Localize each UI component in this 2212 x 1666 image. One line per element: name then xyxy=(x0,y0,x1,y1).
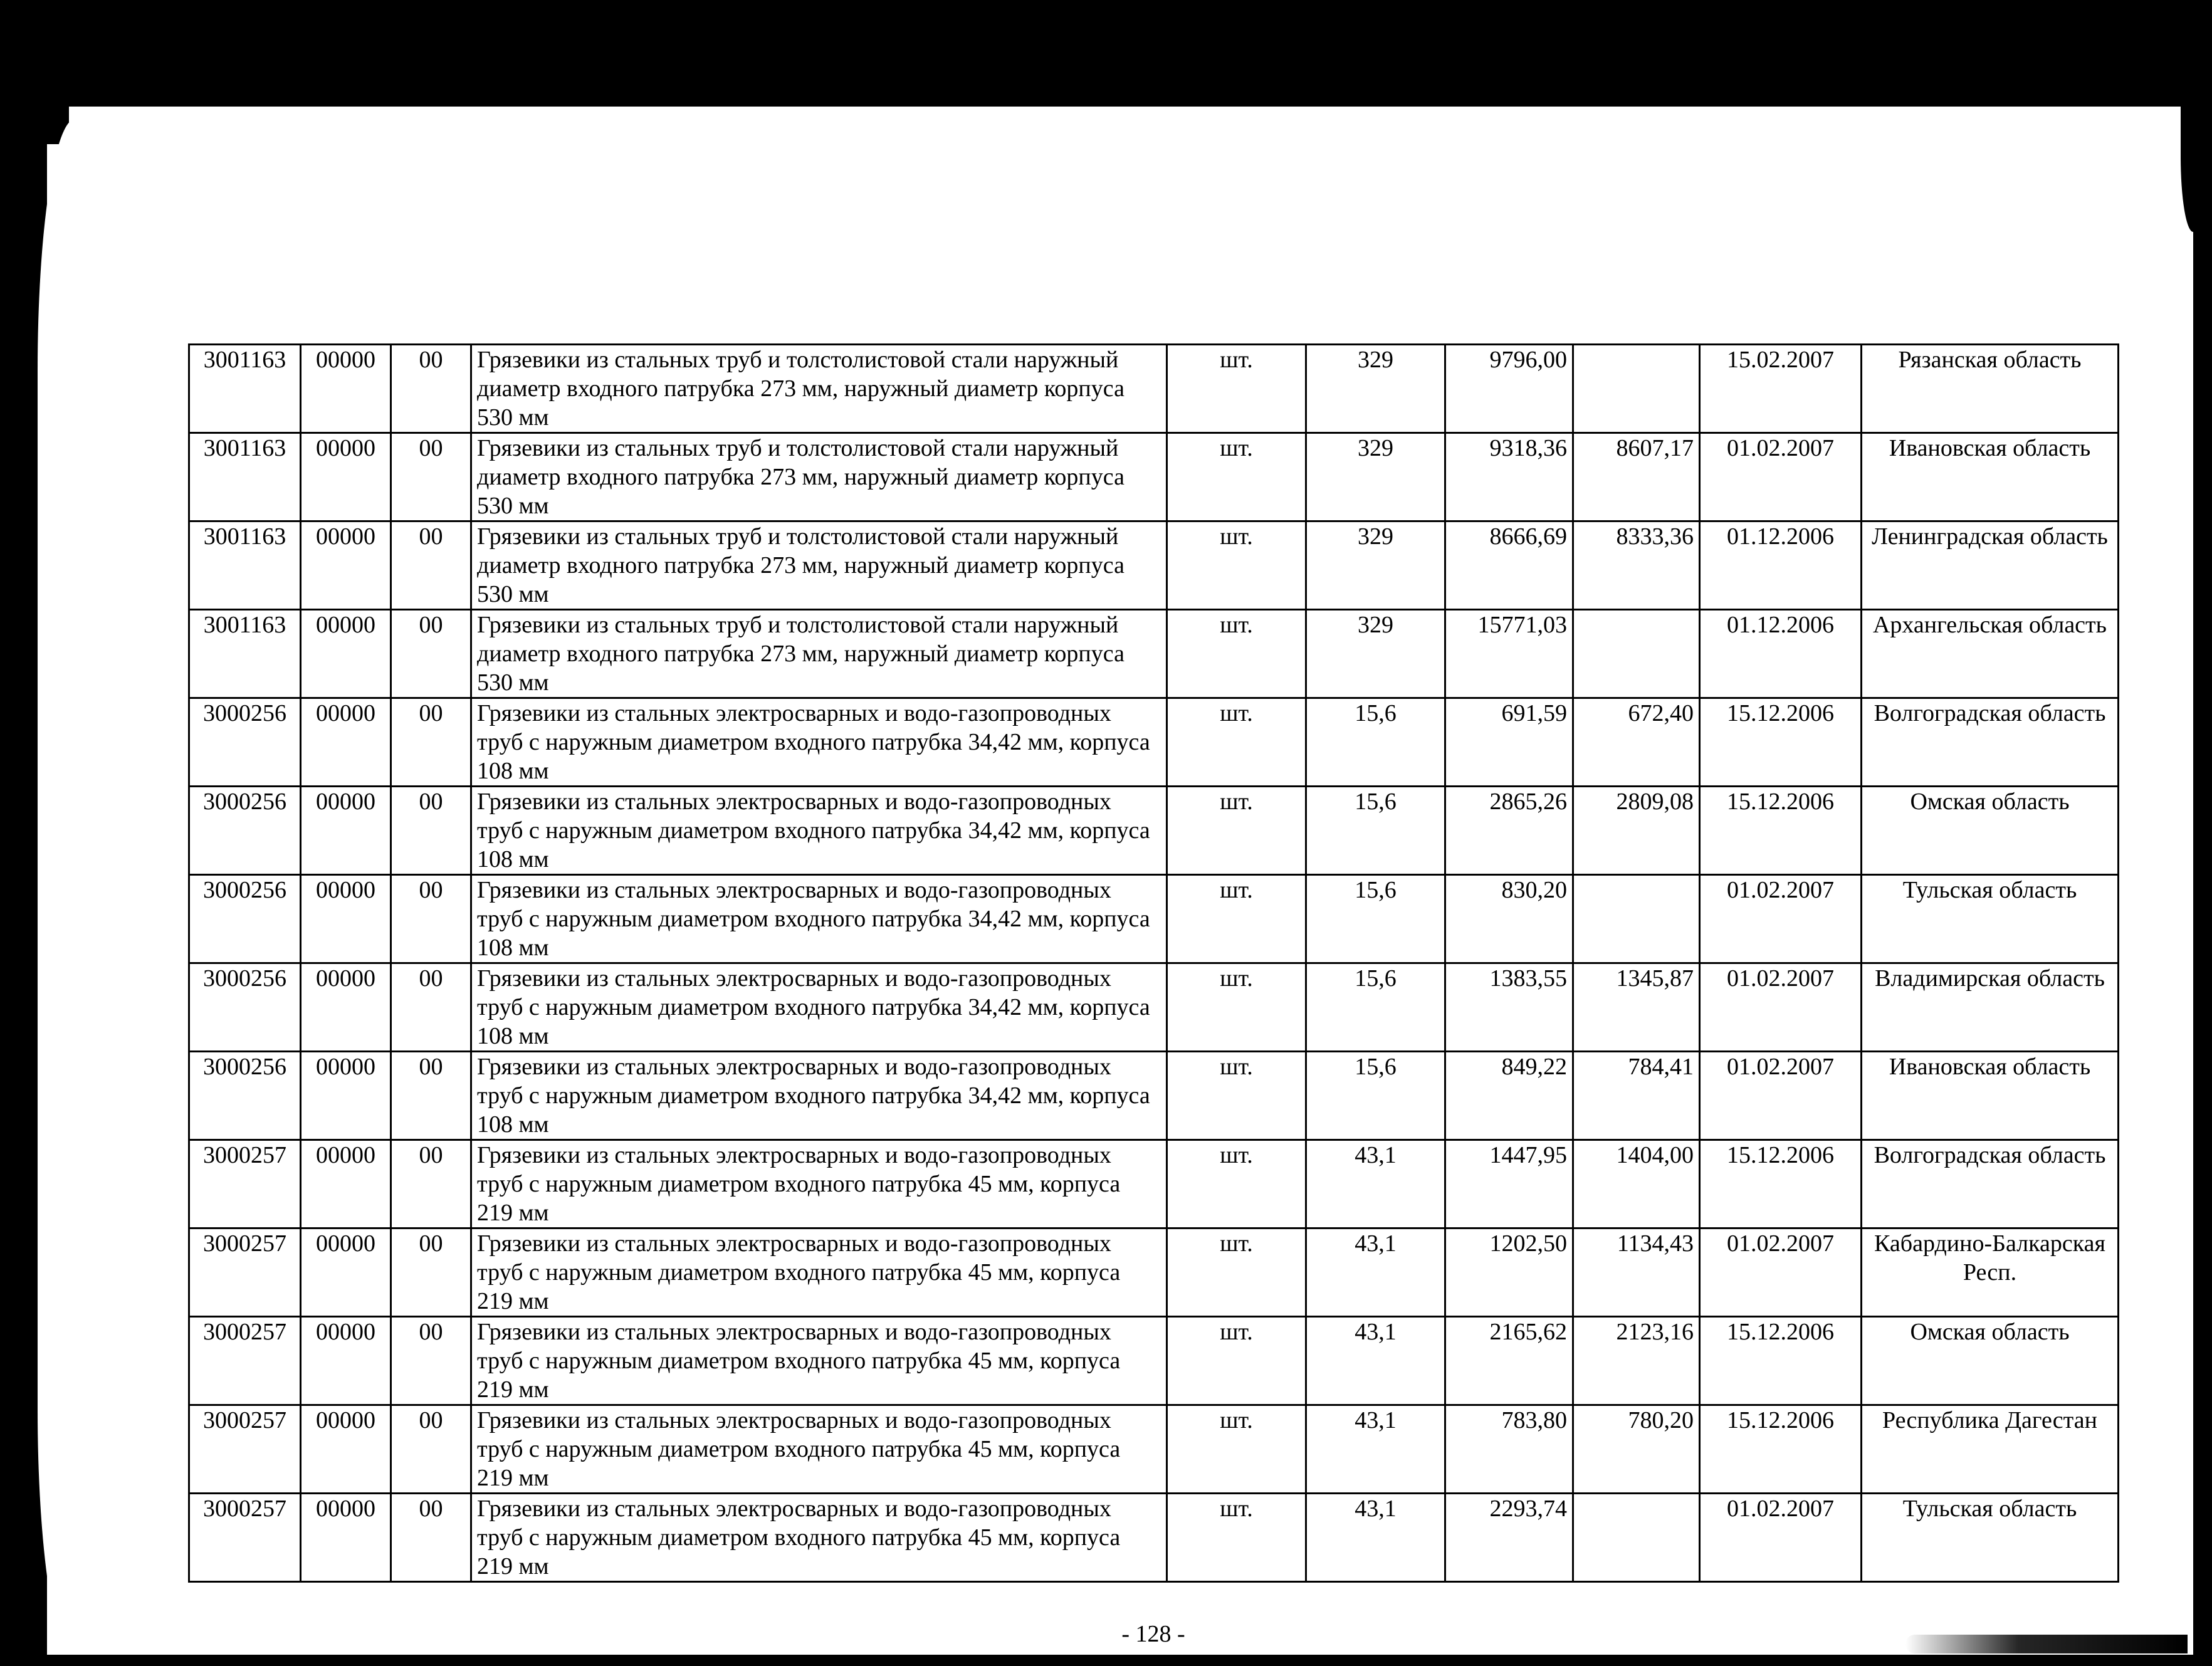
item-name-cell: Грязевики из стальных электросварных и водо-газопроводных труб с наружным диаметром входного патрубка 34,42 мм, корпуса 108 мм xyxy=(471,963,1167,1052)
table-row xyxy=(189,963,2119,1052)
table-row xyxy=(189,433,2119,521)
group-cell: 00 xyxy=(391,610,471,698)
price-cell: 1202,50 xyxy=(1445,1229,1573,1317)
subcode-cell: 00000 xyxy=(301,1494,391,1582)
price-register-table xyxy=(188,343,2119,1583)
group-cell: 00 xyxy=(391,787,471,875)
subcode-cell: 00000 xyxy=(301,1229,391,1317)
table-row xyxy=(189,1317,2119,1405)
item-code-cell: 3000257 xyxy=(189,1317,301,1405)
subcode-cell: 00000 xyxy=(301,610,391,698)
price-alt-cell: 1134,43 xyxy=(1573,1229,1700,1317)
table-row xyxy=(189,875,2119,963)
group-cell: 00 xyxy=(391,1317,471,1405)
group-cell: 00 xyxy=(391,1405,471,1494)
group-cell: 00 xyxy=(391,1229,471,1317)
item-code-cell: 3001163 xyxy=(189,433,301,521)
date-cell: 01.02.2007 xyxy=(1700,1494,1862,1582)
price-cell: 8666,69 xyxy=(1445,521,1573,610)
price-alt-cell: 2123,16 xyxy=(1573,1317,1700,1405)
unit-cell: шт. xyxy=(1167,433,1306,521)
subcode-cell: 00000 xyxy=(301,433,391,521)
scan-border-bottom xyxy=(0,1655,2212,1666)
table-row xyxy=(189,1405,2119,1494)
region-cell: Архангельская область xyxy=(1862,610,2119,698)
unit-cell: шт. xyxy=(1167,698,1306,787)
price-cell: 2165,62 xyxy=(1445,1317,1573,1405)
group-cell: 00 xyxy=(391,521,471,610)
subcode-cell: 00000 xyxy=(301,1317,391,1405)
item-code-cell: 3000256 xyxy=(189,787,301,875)
quantity-cell: 43,1 xyxy=(1306,1317,1445,1405)
price-cell: 849,22 xyxy=(1445,1052,1573,1140)
item-code-cell: 3000256 xyxy=(189,875,301,963)
region-cell: Кабардино-Балкарская Респ. xyxy=(1862,1229,2119,1317)
date-cell: 15.12.2006 xyxy=(1700,1317,1862,1405)
table-row xyxy=(189,1052,2119,1140)
price-cell: 2865,26 xyxy=(1445,787,1573,875)
item-name-cell: Грязевики из стальных электросварных и водо-газопроводных труб с наружным диаметром входного патрубка 34,42 мм, корпуса 108 мм xyxy=(471,787,1167,875)
item-name-cell: Грязевики из стальных электросварных и водо-газопроводных труб с наружным диаметром входного патрубка 45 мм, корпуса 219 мм xyxy=(471,1405,1167,1494)
quantity-cell: 43,1 xyxy=(1306,1229,1445,1317)
unit-cell: шт. xyxy=(1167,610,1306,698)
item-name-cell: Грязевики из стальных труб и толстолистовой стали наружный диаметр входного патрубка 273 мм, наружный диаметр корпуса 530 мм xyxy=(471,610,1167,698)
unit-cell: шт. xyxy=(1167,1405,1306,1494)
group-cell: 00 xyxy=(391,875,471,963)
item-name-cell: Грязевики из стальных электросварных и водо-газопроводных труб с наружным диаметром входного патрубка 34,42 мм, корпуса 108 мм xyxy=(471,875,1167,963)
table-row xyxy=(189,1140,2119,1229)
quantity-cell: 43,1 xyxy=(1306,1405,1445,1494)
unit-cell: шт. xyxy=(1167,1494,1306,1582)
subcode-cell: 00000 xyxy=(301,521,391,610)
item-code-cell: 3000257 xyxy=(189,1229,301,1317)
subcode-cell: 00000 xyxy=(301,1052,391,1140)
item-code-cell: 3001163 xyxy=(189,345,301,433)
date-cell: 15.02.2007 xyxy=(1700,345,1862,433)
region-cell: Владимирская область xyxy=(1862,963,2119,1052)
unit-cell: шт. xyxy=(1167,1052,1306,1140)
item-code-cell: 3000256 xyxy=(189,1052,301,1140)
item-name-cell: Грязевики из стальных труб и толстолистовой стали наружный диаметр входного патрубка 273 мм, наружный диаметр корпуса 530 мм xyxy=(471,521,1167,610)
subcode-cell: 00000 xyxy=(301,1405,391,1494)
price-alt-cell: 8607,17 xyxy=(1573,433,1700,521)
item-name-cell: Грязевики из стальных электросварных и водо-газопроводных труб с наружным диаметром входного патрубка 34,42 мм, корпуса 108 мм xyxy=(471,698,1167,787)
price-cell: 1447,95 xyxy=(1445,1140,1573,1229)
subcode-cell: 00000 xyxy=(301,1140,391,1229)
quantity-cell: 15,6 xyxy=(1306,698,1445,787)
item-name-cell: Грязевики из стальных электросварных и водо-газопроводных труб с наружным диаметром входного патрубка 45 мм, корпуса 219 мм xyxy=(471,1140,1167,1229)
price-alt-cell xyxy=(1573,1494,1700,1582)
table-body xyxy=(189,345,2119,1582)
price-cell: 691,59 xyxy=(1445,698,1573,787)
subcode-cell: 00000 xyxy=(301,787,391,875)
region-cell: Омская область xyxy=(1862,787,2119,875)
unit-cell: шт. xyxy=(1167,1140,1306,1229)
quantity-cell: 15,6 xyxy=(1306,963,1445,1052)
quantity-cell: 43,1 xyxy=(1306,1140,1445,1229)
unit-cell: шт. xyxy=(1167,521,1306,610)
region-cell: Ленинградская область xyxy=(1862,521,2119,610)
group-cell: 00 xyxy=(391,345,471,433)
region-cell: Омская область xyxy=(1862,1317,2119,1405)
price-alt-cell: 784,41 xyxy=(1573,1052,1700,1140)
subcode-cell: 00000 xyxy=(301,698,391,787)
date-cell: 01.02.2007 xyxy=(1700,1052,1862,1140)
unit-cell: шт. xyxy=(1167,345,1306,433)
item-name-cell: Грязевики из стальных труб и толстолистовой стали наружный диаметр входного патрубка 273 мм, наружный диаметр корпуса 530 мм xyxy=(471,433,1167,521)
unit-cell: шт. xyxy=(1167,875,1306,963)
table-row xyxy=(189,610,2119,698)
scan-edge-mark xyxy=(2181,107,2199,232)
date-cell: 15.12.2006 xyxy=(1700,1405,1862,1494)
scan-border-right xyxy=(2193,0,2212,1666)
date-cell: 01.02.2007 xyxy=(1700,1229,1862,1317)
quantity-cell: 329 xyxy=(1306,521,1445,610)
quantity-cell: 329 xyxy=(1306,345,1445,433)
date-cell: 01.12.2006 xyxy=(1700,610,1862,698)
table-row xyxy=(189,521,2119,610)
price-cell: 2293,74 xyxy=(1445,1494,1573,1582)
region-cell: Волгоградская область xyxy=(1862,698,2119,787)
unit-cell: шт. xyxy=(1167,1229,1306,1317)
unit-cell: шт. xyxy=(1167,787,1306,875)
region-cell: Ивановская область xyxy=(1862,1052,2119,1140)
scan-border-top xyxy=(0,0,2212,107)
table-row xyxy=(189,787,2119,875)
price-cell: 9318,36 xyxy=(1445,433,1573,521)
item-name-cell: Грязевики из стальных труб и толстолистовой стали наружный диаметр входного патрубка 273 мм, наружный диаметр корпуса 530 мм xyxy=(471,345,1167,433)
item-code-cell: 3001163 xyxy=(189,521,301,610)
item-code-cell: 3000257 xyxy=(189,1140,301,1229)
price-alt-cell: 1404,00 xyxy=(1573,1140,1700,1229)
unit-cell: шт. xyxy=(1167,963,1306,1052)
group-cell: 00 xyxy=(391,698,471,787)
price-alt-cell: 672,40 xyxy=(1573,698,1700,787)
price-alt-cell xyxy=(1573,875,1700,963)
region-cell: Республика Дагестан xyxy=(1862,1405,2119,1494)
subcode-cell: 00000 xyxy=(301,963,391,1052)
item-name-cell: Грязевики из стальных электросварных и водо-газопроводных труб с наружным диаметром входного патрубка 45 мм, корпуса 219 мм xyxy=(471,1494,1167,1582)
region-cell: Волгоградская область xyxy=(1862,1140,2119,1229)
unit-cell: шт. xyxy=(1167,1317,1306,1405)
group-cell: 00 xyxy=(391,1140,471,1229)
region-cell: Ивановская область xyxy=(1862,433,2119,521)
item-name-cell: Грязевики из стальных электросварных и водо-газопроводных труб с наружным диаметром входного патрубка 34,42 мм, корпуса 108 мм xyxy=(471,1052,1167,1140)
scan-smudge xyxy=(1905,1635,2188,1653)
quantity-cell: 43,1 xyxy=(1306,1494,1445,1582)
quantity-cell: 15,6 xyxy=(1306,787,1445,875)
group-cell: 00 xyxy=(391,1494,471,1582)
date-cell: 15.12.2006 xyxy=(1700,1140,1862,1229)
scan-page-curve xyxy=(38,119,75,1661)
item-code-cell: 3000257 xyxy=(189,1405,301,1494)
page-number: - 128 - xyxy=(1121,1621,1185,1647)
region-cell: Тульская область xyxy=(1862,875,2119,963)
price-cell: 783,80 xyxy=(1445,1405,1573,1494)
item-code-cell: 3000257 xyxy=(189,1494,301,1582)
table-row xyxy=(189,1494,2119,1582)
price-cell: 9796,00 xyxy=(1445,345,1573,433)
date-cell: 01.02.2007 xyxy=(1700,875,1862,963)
date-cell: 01.02.2007 xyxy=(1700,433,1862,521)
price-alt-cell xyxy=(1573,345,1700,433)
item-name-cell: Грязевики из стальных электросварных и водо-газопроводных труб с наружным диаметром входного патрубка 45 мм, корпуса 219 мм xyxy=(471,1317,1167,1405)
quantity-cell: 329 xyxy=(1306,433,1445,521)
group-cell: 00 xyxy=(391,963,471,1052)
subcode-cell: 00000 xyxy=(301,345,391,433)
price-cell: 15771,03 xyxy=(1445,610,1573,698)
group-cell: 00 xyxy=(391,433,471,521)
region-cell: Тульская область xyxy=(1862,1494,2119,1582)
date-cell: 15.12.2006 xyxy=(1700,787,1862,875)
price-cell: 1383,55 xyxy=(1445,963,1573,1052)
table-row xyxy=(189,1229,2119,1317)
item-name-cell: Грязевики из стальных электросварных и водо-газопроводных труб с наружным диаметром входного патрубка 45 мм, корпуса 219 мм xyxy=(471,1229,1167,1317)
price-alt-cell: 1345,87 xyxy=(1573,963,1700,1052)
table-row xyxy=(189,698,2119,787)
price-alt-cell xyxy=(1573,610,1700,698)
date-cell: 15.12.2006 xyxy=(1700,698,1862,787)
group-cell: 00 xyxy=(391,1052,471,1140)
item-code-cell: 3001163 xyxy=(189,610,301,698)
date-cell: 01.02.2007 xyxy=(1700,963,1862,1052)
price-alt-cell: 780,20 xyxy=(1573,1405,1700,1494)
quantity-cell: 329 xyxy=(1306,610,1445,698)
table-row xyxy=(189,345,2119,433)
quantity-cell: 15,6 xyxy=(1306,1052,1445,1140)
subcode-cell: 00000 xyxy=(301,875,391,963)
price-alt-cell: 8333,36 xyxy=(1573,521,1700,610)
item-code-cell: 3000256 xyxy=(189,963,301,1052)
price-alt-cell: 2809,08 xyxy=(1573,787,1700,875)
price-cell: 830,20 xyxy=(1445,875,1573,963)
item-code-cell: 3000256 xyxy=(189,698,301,787)
quantity-cell: 15,6 xyxy=(1306,875,1445,963)
date-cell: 01.12.2006 xyxy=(1700,521,1862,610)
region-cell: Рязанская область xyxy=(1862,345,2119,433)
